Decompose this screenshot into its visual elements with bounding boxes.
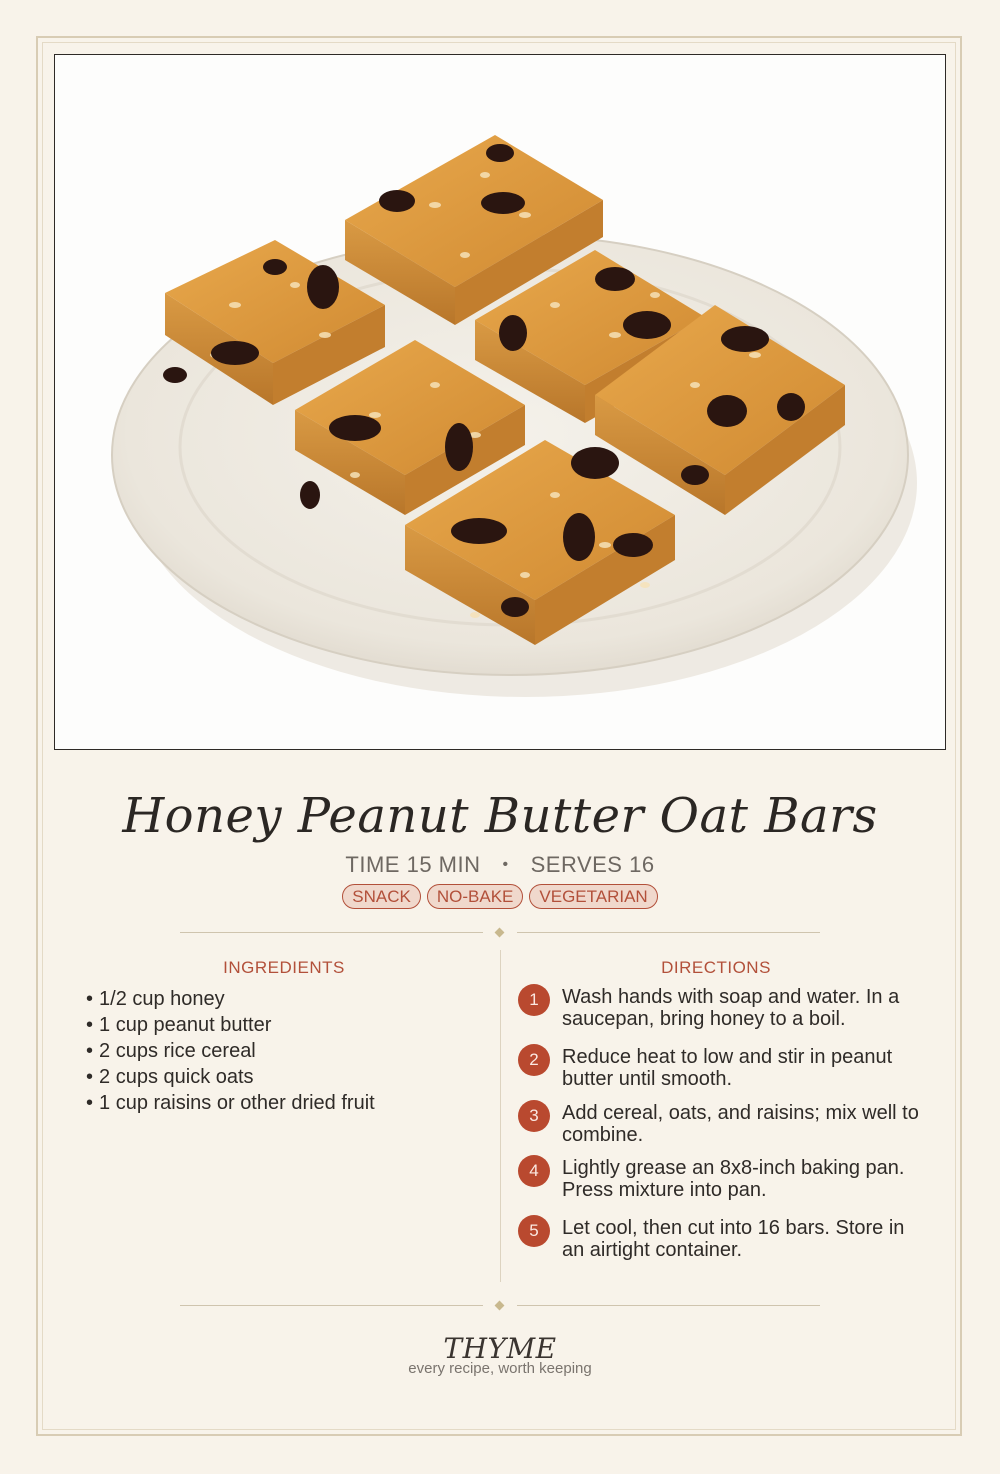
step-text: Wash hands with soap and water. In a saucepan, bring honey to a boil.	[562, 986, 900, 1030]
diamond-ornament-icon	[495, 1301, 505, 1311]
step-number-badge: 4	[518, 1155, 550, 1187]
serves-label: SERVES 16	[530, 852, 655, 877]
ingredients-list	[86, 986, 375, 1116]
diamond-ornament-icon	[495, 928, 505, 938]
ingredient-item: • 1 cup raisins or other dried fruit	[86, 1090, 375, 1116]
brand-tagline: every recipe, worth keeping	[408, 1360, 592, 1377]
recipe-title: Honey Peanut Butter Oat Bars	[122, 788, 878, 844]
step-number-badge: 5	[518, 1215, 550, 1247]
ingredient-item: • 1/2 cup honey	[86, 986, 375, 1012]
tag-vegetarian: VEGETARIAN	[529, 884, 657, 909]
column-divider	[500, 950, 501, 1282]
tag-row	[0, 884, 1000, 909]
step-text: Lightly grease an 8x8-inch baking pan. Press mixture into pan.	[562, 1157, 905, 1201]
brand-name: THYME	[443, 1332, 557, 1365]
recipe-photo	[54, 54, 946, 750]
step-number-badge: 2	[518, 1044, 550, 1076]
recipe-meta	[0, 852, 1000, 878]
ingredient-item: • 2 cups quick oats	[86, 1064, 375, 1090]
step-number-badge: 1	[518, 984, 550, 1016]
directions-heading: DIRECTIONS	[661, 958, 771, 977]
ingredient-item: • 2 cups rice cereal	[86, 1038, 375, 1064]
time-label: TIME 15 MIN	[345, 852, 481, 877]
step-text: Reduce heat to low and stir in peanut butter until smooth.	[562, 1046, 893, 1090]
tag-snack: SNACK	[342, 884, 421, 909]
ingredients-heading: INGREDIENTS	[223, 958, 345, 977]
step-number-badge: 3	[518, 1100, 550, 1132]
step-text: Add cereal, oats, and raisins; mix well to combine.	[562, 1102, 919, 1146]
ingredient-item: • 1 cup peanut butter	[86, 1012, 375, 1038]
step-text: Let cool, then cut into 16 bars. Store in an airtight container.	[562, 1217, 905, 1261]
meta-separator: •	[502, 856, 509, 873]
tag-no-bake: NO-BAKE	[427, 884, 524, 909]
divider-bottom	[180, 1300, 820, 1312]
divider-top	[180, 927, 820, 939]
